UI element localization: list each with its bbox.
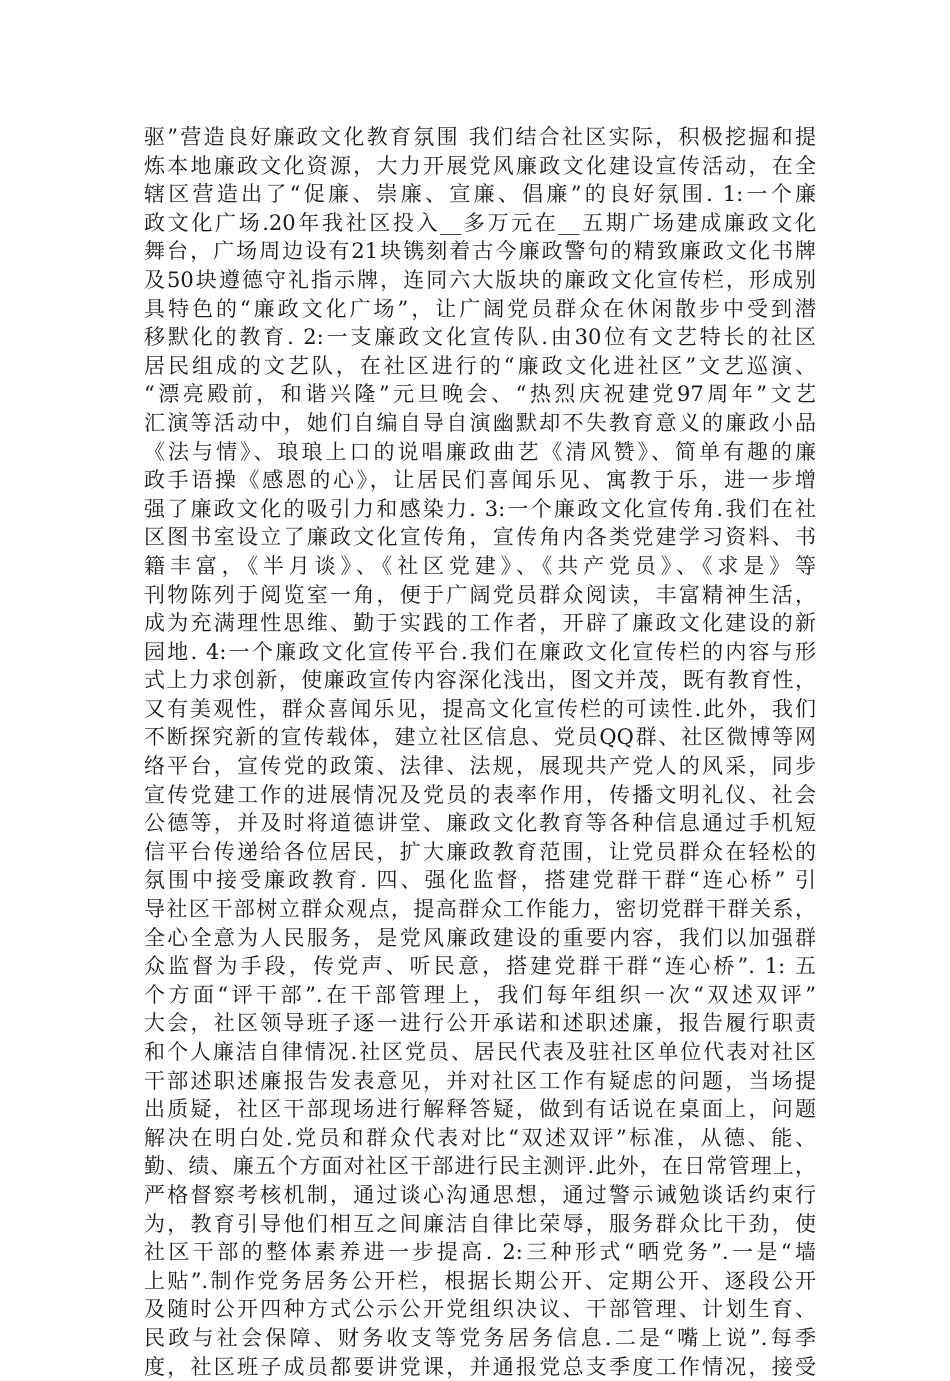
- text-line: 勤、绩、廉五个方面对社区干部进行民主测评.此外，在日常管理上，: [144, 1154, 816, 1179]
- text-line: 居民组成的文艺队，在社区进行的“廉政文化进社区”文艺巡演、: [144, 353, 816, 378]
- text-line: 政手语操《感恩的心》，让居民们喜闻乐见、寓教于乐，进一步增: [144, 468, 816, 493]
- text-line: 园地. 4:一个廉政文化宣传平台.我们在廉政文化宣传栏的内容与形: [144, 639, 816, 664]
- text-line: 大会，社区领导班子逐一进行公开承诺和述职述廉，报告履行职责: [144, 1011, 816, 1036]
- text-line: 严格督察考核机制，通过谈心沟通思想，通过警示诫勉谈话约束行: [144, 1182, 816, 1207]
- text-line: 又有美观性，群众喜闻乐见，提高文化宣传栏的可读性.此外，我们: [144, 696, 816, 721]
- text-line: 成为充满理性思维、勤于实践的工作者，开辟了廉政文化建设的新: [144, 611, 816, 636]
- text-line: 汇演等活动中，她们自编自导自演幽默却不失教育意义的廉政小品: [144, 410, 816, 435]
- text-line: 社区干部的整体素养进一步提高. 2:三种形式“晒党务”.一是“墙: [144, 1240, 816, 1265]
- text-line: “漂亮殿前，和谐兴隆”元旦晚会、“热烈庆祝建党97周年”文艺: [144, 382, 816, 407]
- text-line: 炼本地廉政文化资源，大力开展党风廉政文化建设宣传活动，在全: [144, 153, 816, 178]
- text-line: 区图书室设立了廉政文化宣传角，宣传角内各类党建学习资料、书: [144, 525, 816, 550]
- text-line: 民政与社会保障、财务收支等党务居务信息.二是“嘴上说”.每季: [144, 1325, 816, 1350]
- text-line: 及随时公开四种方式公示公开党组织决议、干部管理、计划生育、: [144, 1297, 816, 1322]
- text-line: 刊物陈列于阅览室一角，便于广阔党员群众阅读，丰富精神生活，: [144, 582, 816, 607]
- text-line: 出质疑，社区干部现场进行解释答疑，做到有话说在桌面上，问题: [144, 1097, 816, 1122]
- text-line: 公德等，并及时将道德讲堂、廉政文化教育等各种信息通过手机短: [144, 811, 816, 836]
- text-line: 和个人廉洁自律情况.社区党员、居民代表及驻社区单位代表对社区: [144, 1040, 816, 1064]
- text-line: 具特色的“廉政文化广场”，让广阔党员群众在休闲散步中受到潜: [144, 296, 816, 321]
- document-body-text: [144, 123, 816, 1381]
- text-line: 移默化的教育. 2:一支廉政文化宣传队.由30位有文艺特长的社区: [144, 325, 816, 350]
- text-line: 导社区干部树立群众观点，提高群众工作能力，密切党群干群关系，: [144, 897, 816, 922]
- text-line: 个方面“评干部”.在干部管理上，我们每年组织一次“双述双评”: [144, 982, 816, 1007]
- text-line: 干部述职述廉报告发表意见，并对社区工作有疑虑的问题，当场提: [144, 1068, 816, 1093]
- text-line: 舞台，广场周边设有21块镌刻着古今廉政警句的精致廉政文化书牌: [144, 239, 816, 264]
- text-line: 为，教育引导他们相互之间廉洁自律比荣辱，服务群众比干劲，使: [144, 1211, 816, 1236]
- text-line: 络平台，宣传党的政策、法律、法规，展现共产党人的风采，同步: [144, 754, 816, 779]
- text-line: 信平台传递给各位居民，扩大廉政教育范围，让党员群众在轻松的: [144, 839, 816, 864]
- text-line: 驱”营造良好廉政文化教育氛围 我们结合社区实际，积极挖掘和提: [144, 125, 816, 149]
- text-line: 上贴”.制作党务居务公开栏，根据长期公开、定期公开、逐段公开: [144, 1268, 816, 1293]
- text-line: 及50块遵德守礼指示牌，连同六大版块的廉政文化宣传栏，形成别: [144, 267, 816, 292]
- text-line: 籍丰富，《半月谈》、《社区党建》、《共产党员》、《求是》等: [144, 553, 816, 578]
- text-line: 强了廉政文化的吸引力和感染力. 3:一个廉政文化宣传角.我们在社: [144, 496, 816, 521]
- text-line: 度，社区班子成员都要讲党课，并通报党总支季度工作情况，接受: [144, 1354, 816, 1379]
- text-line: 式上力求创新，使廉政宣传内容深化浅出，图文并茂，既有教育性，: [144, 668, 816, 693]
- text-line: 宣传党建工作的进展情况及党员的表率作用，传播文明礼仪、社会: [144, 782, 816, 807]
- text-line: 政文化广场.20年我社区投入__多万元在__五期广场建成廉政文化: [144, 210, 816, 235]
- text-line: 氛围中接受廉政教育. 四、强化监督，搭建党群干群“连心桥” 引: [144, 868, 816, 893]
- text-line: 《法与情》、琅琅上口的说唱廉政曲艺《清风赞》、简单有趣的廉: [144, 439, 816, 464]
- text-line: 辖区营造出了“促廉、崇廉、宣廉、倡廉”的良好氛围. 1:一个廉: [144, 182, 816, 207]
- text-line: 不断探究新的宣传载体，建立社区信息、党员QQ群、社区微博等网: [144, 725, 816, 750]
- text-line: 全心全意为人民服务，是党风廉政建设的重要内容，我们以加强群: [144, 925, 816, 950]
- text-line: 解决在明白处.党员和群众代表对比“双述双评”标准，从德、能、: [144, 1125, 816, 1150]
- text-line: 众监督为手段，传党声、听民意，搭建党群干群“连心桥”. 1: 五: [144, 954, 816, 979]
